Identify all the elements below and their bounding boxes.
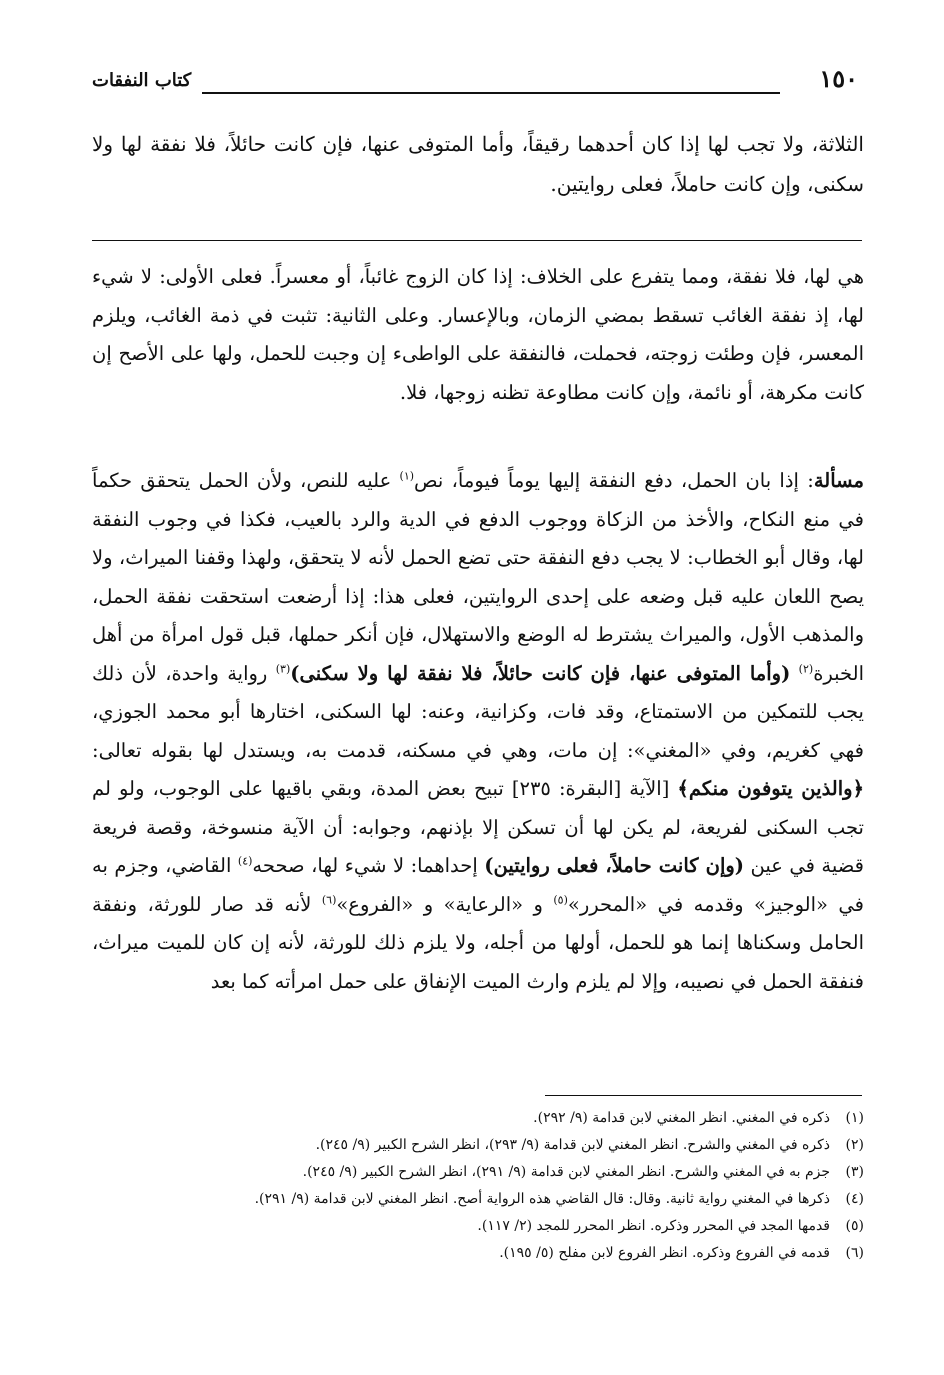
- footnote-text: ذكره في المغني والشرح. انظر المغني لابن قدامة (٩/ ٢٩٣)، انظر الشرح الكبير (٩/ ٢٤٥).: [315, 1137, 830, 1153]
- footnote-ref-4[interactable]: (٤): [237, 854, 253, 868]
- sharh-block-1: [92, 258, 864, 412]
- footnote-text: جزم به في المغني والشرح. انظر المغني لابن قدامة (٩/ ٢٩١)، انظر الشرح الكبير (٩/ ٢٤٥).: [302, 1164, 830, 1180]
- sharh-block-2: [92, 462, 864, 1001]
- footnote-text: ذكره في المغني. انظر المغني لابن قدامة (٩/ ٢٩٢).: [533, 1110, 830, 1126]
- text-segment: لأنه قد صار للورثة، ونفقة الحامل وسكناها إنما هو للحمل، أولها من أجله، ولا يلزم ذلك للورثة، لأنه إن كان للميت ميراث، فنفقة الحمل في نصيبه، وإلا لم يلزم وارث الميت الإنفاق على حمل امرأته كما بعد: [92, 892, 864, 993]
- footnote-number: (١): [845, 1110, 864, 1126]
- text-segment: [الآية [البقرة: ٢٣٥] تبيح بعض المدة، وبقي باقيها على الوجوب، ولو لم تجب السكنى لفريعة، لم يكن لها أن تسكن إلا بإذنهم، وجوابه: أن الآية منسوخة، وقصة فريعة قضية في عين: [92, 777, 864, 877]
- footnote-number: (٤): [845, 1191, 864, 1207]
- footnote-number: (٥): [845, 1218, 864, 1234]
- footnote-ref-2[interactable]: (٢): [798, 662, 814, 675]
- text-segment: رواية واحدة، لأن ذلك يجب للتمكين من الاستمتاع، وقد فات، وكزانية، وعنه: لها السكنى، اختارها أبو محمد الجوزي، فهي كغريم، وفي «المغني»: إن مات، وهي في مسكنه، قدمت به، ويستدل لها بقوله تعالى:: [92, 661, 864, 762]
- header-rule: [202, 92, 780, 94]
- book-title: كتاب النفقات: [92, 70, 192, 91]
- footnote-number: (٦): [845, 1245, 864, 1261]
- footnote-ref-3[interactable]: (٣): [275, 662, 291, 675]
- footnote-number: (٢): [845, 1137, 864, 1153]
- text-segment: عليه للنص، ولأن الحمل يتحقق حكماً في منع النكاح، والأخذ من الزكاة ووجوب الدفع في الدية والرد بالعيب، فكذا في وجوب النفقة لها، وقال أبو الخطاب: لا يجب دفع النفقة حتى تضع الحمل لأنه لا يتحقق، ولهذا وقفنا الميراث، ولا يصح اللعان عليه قبل وضعه على إحدى الروايتين، فعلى هذا: إذا أرضعت استحقت نفقة الحمل، والمذهب الأول، والميراث يشترط له الوضع والاستهلال، فإن أنكر حملها، قبل قول امرأة من أهل الخبرة: [92, 469, 864, 685]
- quran-quote: ﴿والذين يتوفون منكم﴾: [677, 777, 865, 800]
- sharh-paragraph-2: [92, 462, 864, 1001]
- page-number: ١٥٠: [819, 64, 858, 93]
- matn-paragraph: الثلاثة، ولا تجب لها إذا كان أحدهما رقيقاً، وأما المتوفى عنها، فإن كانت حائلاً، فلا نفقة لها ولا سكنى، وإن كانت حاملاً، فعلى روايتين.: [92, 132, 864, 196]
- text-segment: إحداهما: لا شيء لها، صححه: [252, 854, 485, 877]
- text-segment: و «الرعاية» و «الفروع»: [336, 892, 554, 916]
- text-segment: : إذا بان الحمل، دفع النفقة إليها يوماً فيوماً، نص: [414, 469, 814, 492]
- footnote-ref-5[interactable]: (٥): [553, 893, 568, 906]
- footnote-item: [120, 1213, 864, 1240]
- footnote-ref-1[interactable]: (١): [399, 469, 415, 483]
- footnote-separator: [545, 1095, 862, 1096]
- footnote-item: [120, 1132, 864, 1159]
- footnote-number: (٣): [845, 1164, 864, 1180]
- footnote-item: [120, 1186, 864, 1213]
- footnote-item: [120, 1105, 864, 1132]
- footnote-text: قدمه في الفروع وذكره. انظر الفروع لابن مفلح (٥/ ١٩٥).: [499, 1245, 830, 1261]
- sharh-paragraph-1: هي لها، فلا نفقة، ومما يتفرع على الخلاف: إذا كان الزوج غائباً، أو معسراً. فعلى الأولى: لا شيء لها، إذ نفقة الغائب تسقط بمضي الزمان، وبالإعسار. وعلى الثانية: تثبت في ذمة الغائب، ويلزم المعسر، فإن وطئت زوجته، فحملت، فالنفقة على الواطىء إن وجبت للحمل، ولها على الأصح إن كانت مكرهة، أو نائمة، وإن كانت مطاوعة تظنه زوجها، فلا.: [92, 265, 864, 404]
- running-header: [92, 62, 862, 102]
- masala-label: مسألة: [813, 469, 864, 492]
- footnote-text: ذكرها في المغني رواية ثانية. وقال: قال القاضي هذه الرواية أصح. انظر المغني لابن قدامة (٩/ ٢٩١).: [254, 1191, 830, 1207]
- matn-quote-2: (وإن كانت حاملاً، فعلى روايتين): [484, 854, 745, 877]
- text-segment: القاضي، وجزم به في «الوجيز» وقدمه في «المحرر»: [92, 854, 864, 916]
- footnote-ref-6[interactable]: (٦): [321, 893, 337, 906]
- footnote-item: [120, 1159, 864, 1186]
- footnote-text: قدمها المجد في المحرر وذكره. انظر المحرر للمجد (٢/ ١١٧).: [477, 1218, 830, 1234]
- footnotes: [120, 1105, 864, 1267]
- matn-text: [92, 124, 864, 204]
- matn-quote-1: (وأما المتوفى عنها، فإن كانت حائلاً، فلا نفقة لها ولا سكنى): [290, 661, 791, 685]
- text-segment: [790, 662, 798, 685]
- matn-sharh-separator: [92, 240, 862, 241]
- footnote-item: [120, 1240, 864, 1267]
